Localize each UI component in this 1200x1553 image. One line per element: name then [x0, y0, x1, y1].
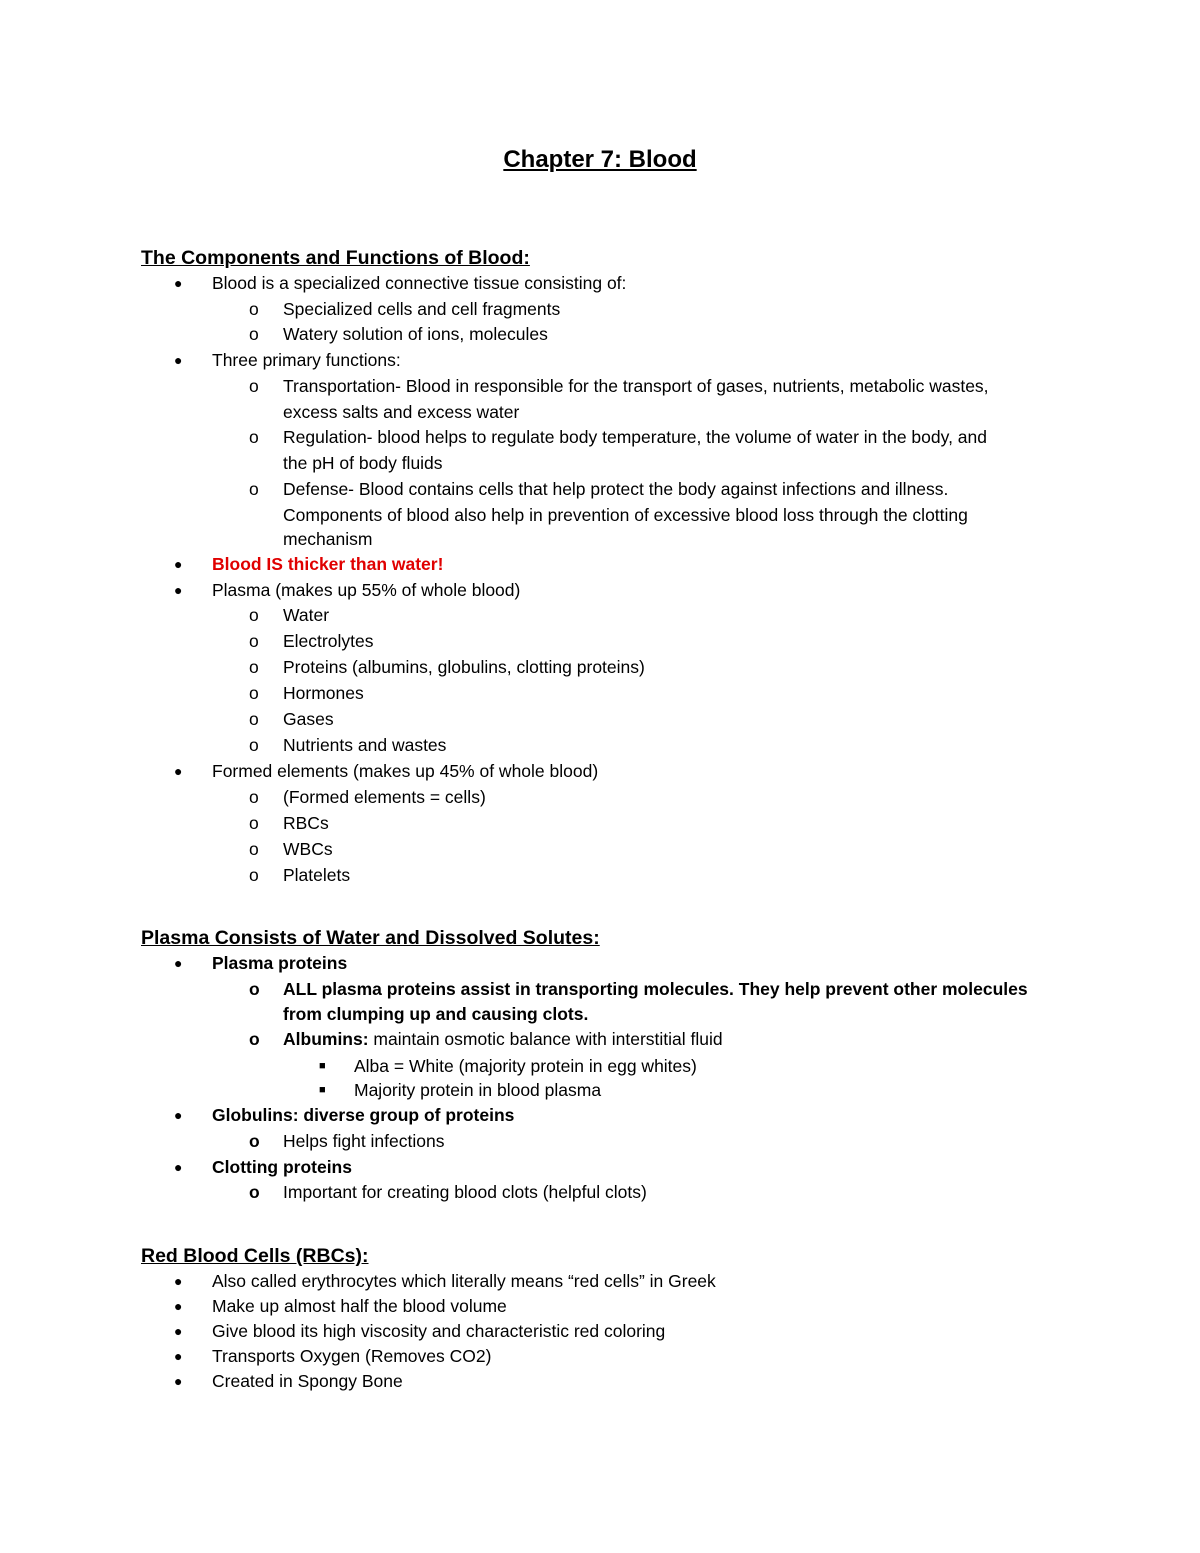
square-marker: ■ [319, 1084, 326, 1096]
list-item: WBCs [283, 839, 333, 859]
list-item: (Formed elements = cells) [283, 787, 486, 807]
circle-marker: o [249, 865, 259, 885]
highlight-note: Blood IS thicker than water! [212, 554, 444, 574]
bullet-marker: ● [174, 275, 183, 291]
circle-marker: o [249, 1182, 260, 1202]
circle-marker: o [249, 605, 259, 625]
circle-marker: o [249, 787, 259, 807]
list-item: Plasma proteins [212, 953, 348, 973]
disc-marker: ● [174, 1373, 183, 1389]
circle-marker: o [249, 709, 259, 729]
disc-marker: ● [174, 1323, 183, 1339]
list-item: Clotting proteins [212, 1157, 352, 1177]
section-heading-rbcs: Red Blood Cells (RBCs): [141, 1245, 369, 1267]
square-marker: ■ [319, 1060, 326, 1072]
circle-marker: o [249, 299, 259, 319]
bullet-marker: ● [174, 352, 183, 368]
list-item: Blood is a specialized connective tissue consisting of: [212, 273, 627, 293]
disc-marker: ● [174, 1298, 183, 1314]
circle-marker: o [249, 324, 259, 344]
list-item-continuation: from clumping up and causing clots. [283, 1004, 589, 1024]
list-item-continuation: mechanism [283, 529, 373, 549]
list-item: Gases [283, 709, 334, 729]
circle-marker: o [249, 479, 259, 499]
list-item: ALL plasma proteins assist in transporting molecules. They help prevent other molecules [283, 979, 1028, 999]
albumins-definition: maintain osmotic balance with interstitial fluid [368, 1029, 723, 1049]
disc-marker: ● [174, 1273, 183, 1289]
circle-marker: o [249, 979, 260, 999]
circle-marker: o [249, 1029, 260, 1049]
circle-marker: o [249, 427, 259, 447]
list-item: Give blood its high viscosity and characteristic red coloring [212, 1321, 666, 1341]
circle-marker: o [249, 735, 259, 755]
circle-marker: o [249, 376, 259, 396]
list-item: Alba = White (majority protein in egg whites) [354, 1056, 697, 1076]
section-heading-plasma: Plasma Consists of Water and Dissolved Solutes: [141, 927, 600, 949]
list-item-continuation: excess salts and excess water [283, 402, 520, 422]
circle-marker: o [249, 839, 259, 859]
list-item: Globulins: diverse group of proteins [212, 1105, 515, 1125]
list-item: Three primary functions: [212, 350, 401, 370]
list-item: Transportation- Blood in responsible for the transport of gases, nutrients, metabolic wastes, [283, 376, 989, 396]
list-item: Majority protein in blood plasma [354, 1080, 602, 1100]
list-item: Proteins (albumins, globulins, clotting proteins) [283, 657, 645, 677]
circle-marker: o [249, 631, 259, 651]
list-item: Hormones [283, 683, 364, 703]
bullet-marker: ● [174, 763, 183, 779]
list-item: Electrolytes [283, 631, 374, 651]
list-item: Formed elements (makes up 45% of whole blood) [212, 761, 599, 781]
list-item-albumins [283, 1027, 723, 1053]
circle-marker: o [249, 683, 259, 703]
list-item: Defense- Blood contains cells that help protect the body against infections and illness. [283, 479, 949, 499]
list-item: Specialized cells and cell fragments [283, 299, 561, 319]
list-item: Water [283, 605, 330, 625]
list-item: Also called erythrocytes which literally means “red cells” in Greek [212, 1271, 716, 1291]
page-title: Chapter 7: Blood [503, 146, 697, 173]
bullet-marker: ● [174, 582, 183, 598]
section-heading-components: The Components and Functions of Blood: [141, 247, 530, 269]
list-item: Nutrients and wastes [283, 735, 447, 755]
circle-marker: o [249, 657, 259, 677]
list-item: Important for creating blood clots (helpful clots) [283, 1182, 647, 1202]
list-item: Transports Oxygen (Removes CO2) [212, 1346, 492, 1366]
bullet-marker: ● [174, 1159, 183, 1175]
list-item: Regulation- blood helps to regulate body temperature, the volume of water in the body, and [283, 427, 988, 447]
list-item: Platelets [283, 865, 351, 885]
bullet-marker: ● [174, 955, 183, 971]
circle-marker: o [249, 813, 259, 833]
term-albumins: Albumins: [283, 1029, 369, 1049]
bullet-marker: ● [174, 556, 183, 572]
list-item: Plasma (makes up 55% of whole blood) [212, 580, 521, 600]
circle-marker: o [249, 1131, 260, 1151]
list-item-continuation: the pH of body fluids [283, 453, 443, 473]
bullet-marker: ● [174, 1107, 183, 1123]
disc-marker: ● [174, 1348, 183, 1364]
list-item: Make up almost half the blood volume [212, 1296, 507, 1316]
list-item: Helps fight infections [283, 1131, 445, 1151]
list-item: Watery solution of ions, molecules [283, 324, 548, 344]
list-item-continuation: Components of blood also help in prevention of excessive blood loss through the clotting [283, 505, 968, 525]
list-item: RBCs [283, 813, 329, 833]
list-item: Created in Spongy Bone [212, 1371, 403, 1391]
